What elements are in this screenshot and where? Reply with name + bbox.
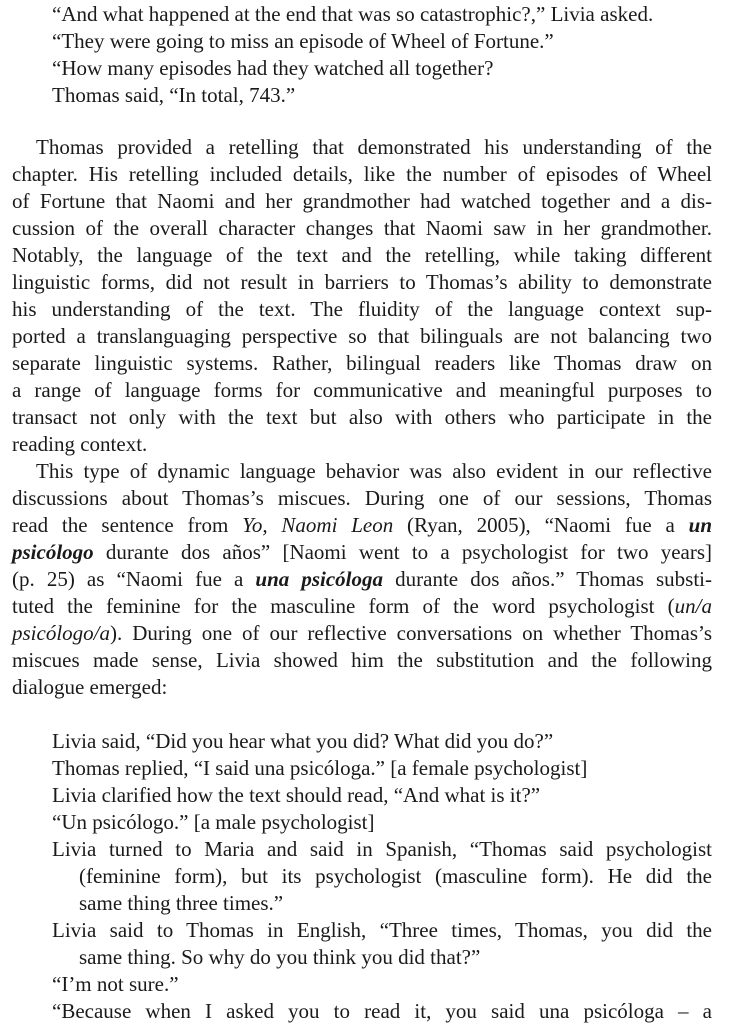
- paragraph-line: ported a translanguaging perspective so that bilinguals are not balancing two: [12, 324, 712, 348]
- paragraph-line: transact not only with the text but also with others who participate in the: [12, 405, 712, 429]
- dialogue-line: “Un psicólogo.” [a male psychologist]: [52, 810, 375, 834]
- dialogue-line: “I’m not sure.”: [52, 972, 179, 996]
- dialogue-line: Livia turned to Maria and said in Spanish, “Thomas said psychologist: [52, 837, 712, 861]
- emphasized-word: una psicóloga: [255, 567, 384, 591]
- dialogue-line: Thomas replied, “I said una psicóloga.” [a female psychologist]: [52, 756, 588, 780]
- paragraph-line: reading context.: [12, 432, 148, 456]
- text-run: read the sentence from: [12, 513, 243, 537]
- text-run: durante dos años.” Thomas substi-: [383, 567, 712, 591]
- dialogue-line: same thing three times.”: [79, 891, 284, 915]
- paragraph-line: [12, 566, 712, 593]
- paragraph-line: This type of dynamic language behavior was also evident in our reflective: [36, 459, 712, 483]
- paragraph-line: linguistic forms, did not result in barriers to Thomas’s ability to demonstrate: [12, 270, 712, 294]
- paragraph-line: Thomas provided a retelling that demonstrated his understanding of the: [36, 135, 712, 159]
- paragraph-line: [12, 512, 712, 539]
- italic-term: un/a: [674, 594, 712, 618]
- book-title: Yo, Naomi Leon: [242, 513, 394, 537]
- dialogue-line: Livia clarified how the text should read, “And what is it?”: [52, 783, 541, 807]
- paragraph-line: miscues made sense, Livia showed him the substitution and the following: [12, 648, 712, 672]
- paragraph-line: [12, 620, 712, 647]
- text-run: ). During one of our reflective conversations on whether Thomas’s: [110, 621, 712, 645]
- dialogue-line: Livia said, “Did you hear what you did? What did you do?”: [52, 729, 554, 753]
- paragraph-line: chapter. His retelling included details, like the number of episodes of Wheel: [12, 162, 712, 186]
- italic-term: psicólogo/a: [12, 621, 110, 645]
- text-run: (Ryan, 2005), “Naomi fue a: [393, 513, 689, 537]
- paragraph-line: his understanding of the text. The fluidity of the language context sup-: [12, 297, 712, 321]
- dialogue-line: (feminine form), but its psychologist (masculine form). He did the: [79, 864, 712, 888]
- paragraph-line: separate linguistic systems. Rather, bilingual readers like Thomas draw on: [12, 351, 712, 375]
- paragraph-line: a range of language forms for communicative and meaningful purposes to: [12, 378, 712, 402]
- dialogue-line: “They were going to miss an episode of Wheel of Fortune.”: [52, 29, 554, 53]
- paragraph-line: cussion of the overall character changes that Naomi saw in her grandmother.: [12, 216, 712, 240]
- text-run: tuted the feminine for the masculine form of the word psychologist (: [12, 594, 675, 618]
- dialogue-line: “How many episodes had they watched all together?: [52, 56, 494, 80]
- dialogue-line: same thing. So why do you think you did that?”: [79, 945, 481, 969]
- text-run: (p. 25) as “Naomi fue a: [12, 567, 256, 591]
- paragraph-line: of Fortune that Naomi and her grandmother had watched together and a dis-: [12, 189, 712, 213]
- dialogue-line: Thomas said, “In total, 743.”: [52, 83, 296, 107]
- paragraph-line: [12, 593, 712, 620]
- dialogue-line: “Because when I asked you to read it, you said una psicóloga – a: [52, 999, 712, 1023]
- text-run: durante dos años” [Naomi went to a psychologist for two years]: [93, 540, 712, 564]
- emphasized-word: psicólogo: [12, 540, 94, 564]
- emphasized-word: un: [688, 513, 712, 537]
- paragraph-line: [12, 539, 712, 566]
- paragraph-line: discussions about Thomas’s miscues. During one of our sessions, Thomas: [12, 486, 712, 510]
- dialogue-line: Livia said to Thomas in English, “Three times, Thomas, you did the: [52, 918, 712, 942]
- paragraph-line: Notably, the language of the text and the retelling, while taking different: [12, 243, 712, 267]
- paragraph-line: dialogue emerged:: [12, 675, 168, 699]
- dialogue-line: “And what happened at the end that was so catastrophic?,” Livia asked.: [52, 2, 654, 26]
